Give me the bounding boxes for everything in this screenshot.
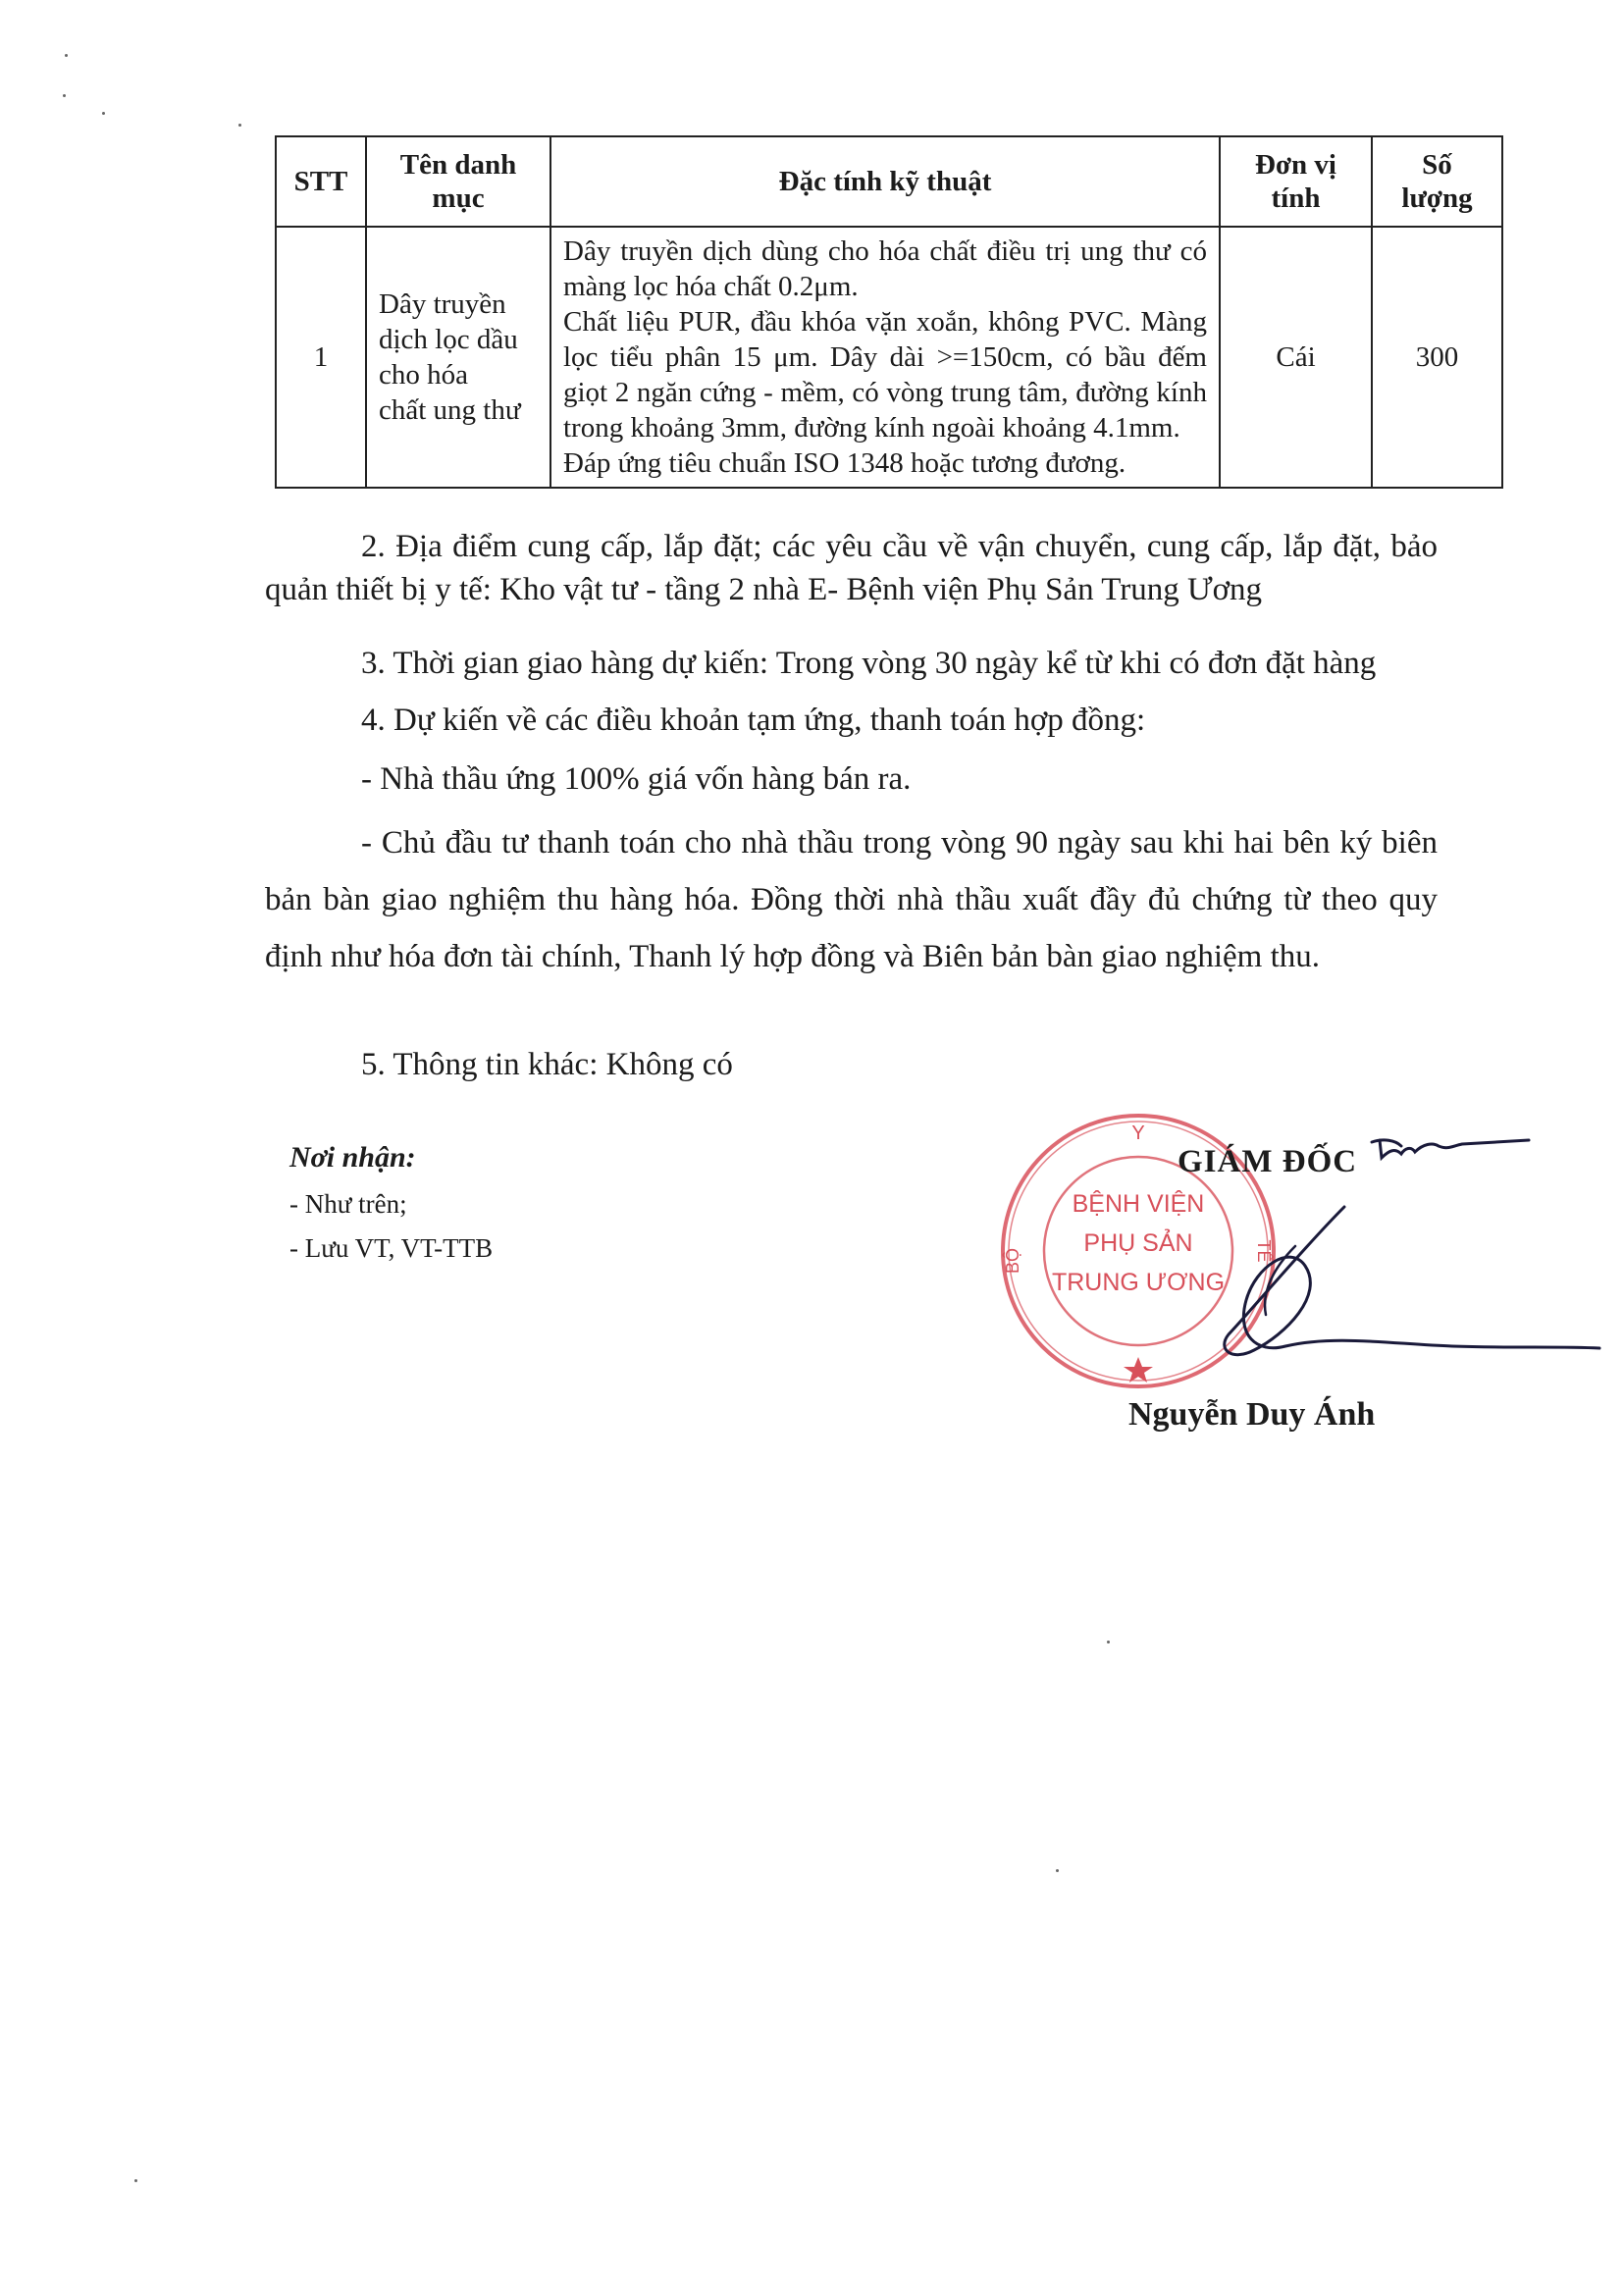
spec-paragraph: Chất liệu PUR, đầu khóa vặn xoắn, không PVC. Màng lọc tiểu phân 15 μm. Dây dài >=150cm, có bầu đếm giọt 2 ngăn cứng - mềm, có vòng trung tâm, đường kính trong khoảng 3mm, đường kính ngoài khoảng 4.1mm. [563, 306, 1207, 444]
cell-ten-line: cho hóa [379, 359, 468, 391]
spec-paragraph: Dây truyền dịch dùng cho hóa chất điều trị ung thư có màng lọc hóa chất 0.2μm. [563, 235, 1207, 302]
header-so-luong-line: lượng [1401, 183, 1473, 214]
recipient-item: - Lưu VT, VT-TTB [289, 1233, 494, 1263]
recipients-title: Nơi nhận: [289, 1141, 416, 1174]
recipient-item: - Như trên; [289, 1189, 407, 1219]
header-so-luong [1372, 136, 1502, 227]
cell-so-luong: 300 [1372, 227, 1502, 488]
cell-stt: 1 [276, 227, 366, 488]
handwritten-signature [1138, 1119, 1609, 1374]
paragraph-advance: - Nhà thầu ứng 100% giá vốn hàng bán ra. [361, 761, 912, 797]
header-don-vi-line: Đơn vị [1255, 149, 1336, 181]
scan-speck [134, 2179, 137, 2182]
header-so-luong-line: Số [1422, 149, 1452, 181]
header-ten-line: Tên danh [399, 149, 517, 181]
header-ten-danh-muc [366, 136, 550, 227]
spec-paragraph: Đáp ứng tiêu chuẩn ISO 1348 hoặc tương đương. [563, 447, 1126, 479]
seal-ring-letter: Y [1131, 1122, 1145, 1144]
header-stt: STT [276, 136, 366, 227]
header-don-vi [1220, 136, 1372, 227]
seal-ring-letter: TẾ [1254, 1239, 1274, 1263]
seal-inner-line: BỆNH VIỆN [1072, 1190, 1205, 1218]
seal-ring-letter: BỘ [1003, 1247, 1022, 1275]
seal-inner-line: TRUNG ƯƠNG [1051, 1269, 1226, 1296]
cell-dac-tinh [550, 227, 1220, 488]
paragraph-other-info: 5. Thông tin khác: Không có [361, 1047, 733, 1082]
signature-title: GIÁM ĐỐC [1178, 1144, 1358, 1179]
cell-ten-line: dịch lọc dầu [379, 324, 518, 355]
scan-speck [65, 54, 68, 57]
scan-speck [1056, 1869, 1059, 1872]
scan-speck [102, 112, 105, 115]
cell-ten-line: chất ung thư [379, 394, 521, 426]
cell-ten-line: Dây truyền [379, 288, 506, 320]
paragraph-payment-terms: 4. Dự kiến về các điều khoản tạm ứng, thanh toán hợp đồng: [361, 703, 1146, 738]
seal-inner-line: PHỤ SẢN [1083, 1229, 1193, 1257]
table-header-row [276, 136, 1502, 227]
scan-speck [238, 124, 241, 127]
header-don-vi-line: tính [1271, 183, 1321, 214]
signer-name: Nguyễn Duy Ánh [1128, 1396, 1376, 1433]
header-dac-tinh: Đặc tính kỹ thuật [550, 136, 1220, 227]
paragraph-delivery-location: 2. Địa điểm cung cấp, lắp đặt; các yêu cầu về vận chuyển, cung cấp, lắp đặt, bảo quản thiết bị y tế: Kho vật tư - tầng 2 nhà E- Bệnh viện Phụ Sản Trung Ương [265, 529, 1438, 607]
header-ten-line: mục [432, 183, 485, 214]
paragraph-payment-detail: - Chủ đầu tư thanh toán cho nhà thầu trong vòng 90 ngày sau khi hai bên ký biên bản bàn giao nghiệm thu hàng hóa. Đồng thời nhà thầu xuất đầy đủ chứng từ theo quy định như hóa đơn tài chính, Thanh lý hợp đồng và Biên bản bàn giao nghiệm thu. [265, 825, 1438, 974]
cell-ten-danh-muc [366, 227, 550, 488]
paragraph-delivery-time: 3. Thời gian giao hàng dự kiến: Trong vòng 30 ngày kể từ khi có đơn đặt hàng [361, 646, 1377, 681]
scan-speck [1107, 1641, 1110, 1644]
table-row [276, 227, 1502, 488]
cell-don-vi: Cái [1220, 227, 1372, 488]
spec-table [275, 135, 1503, 489]
scan-speck [63, 94, 66, 97]
